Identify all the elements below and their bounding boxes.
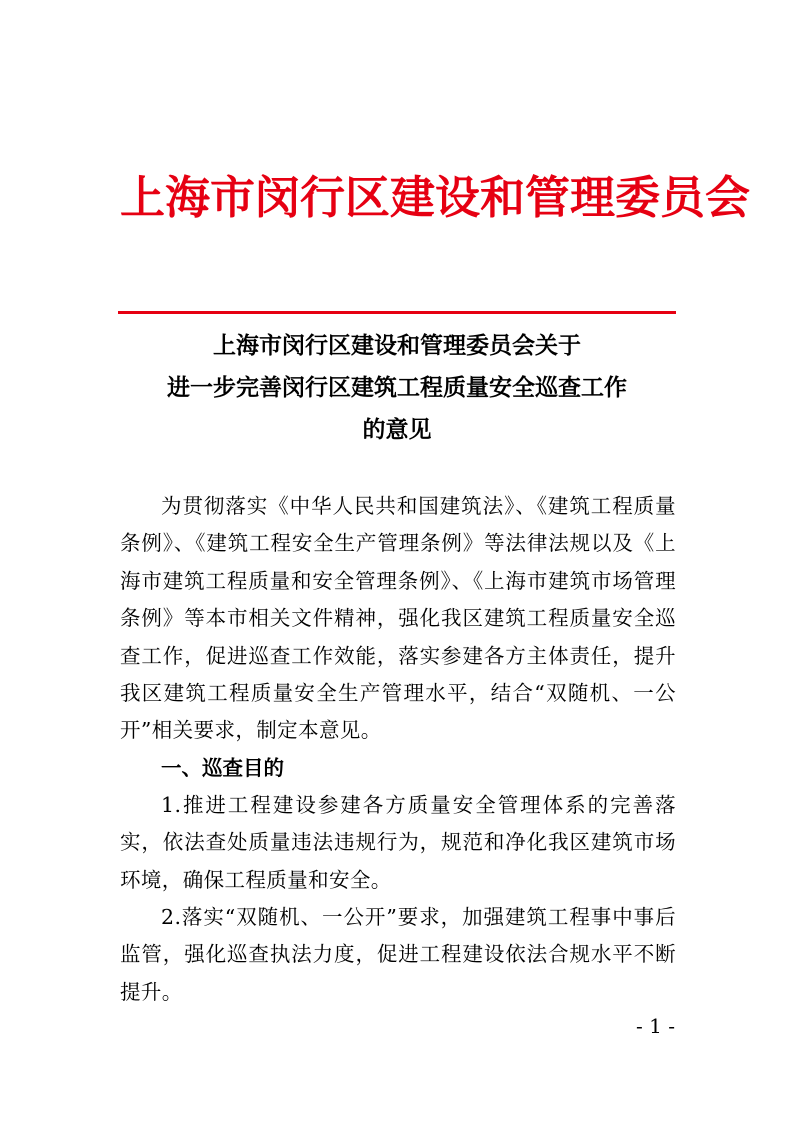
document-title-line-1: 上海市闵行区建设和管理委员会关于 xyxy=(213,333,581,359)
section-item-2: 2.落实“双随机、一公开”要求，加强建筑工程事中事后监管，强化巡查执法力度，促进工程建设依法合规水平不断提升。 xyxy=(120,905,676,1004)
section-item-1: 1.推进工程建设参建各方质量安全管理体系的完善落实，依法查处质量违法违规行为，规范和净化我区建筑市场环境，确保工程质量和安全。 xyxy=(120,793,676,892)
letterhead-issuer: 上海市闵行区建设和管理委员会 xyxy=(120,171,751,224)
letterhead-red-rule xyxy=(118,311,676,314)
document-title-line-2: 进一步完善闵行区建筑工程质量安全巡查工作 xyxy=(167,375,627,401)
section-heading: 一、巡查目的 xyxy=(161,756,284,780)
intro-paragraph: 为贯彻落实《中华人民共和国建筑法》、《建筑工程质量条例》、《建筑工程安全生产管理条例》等法律法规以及《上海市建筑工程质量和安全管理条例》、《上海市建筑市场管理条例》等本市相关文件精神，强化我区建筑工程质量安全巡查工作，促进巡查工作效能，落实参建各方主体责任，提升我区建筑工程质量安全生产管理水平，结合“双随机、一公开”相关要求，制定本意见。 xyxy=(120,494,676,743)
page-number: - 1 - xyxy=(636,1014,675,1038)
document-title-line-3: 的意见 xyxy=(362,417,432,443)
